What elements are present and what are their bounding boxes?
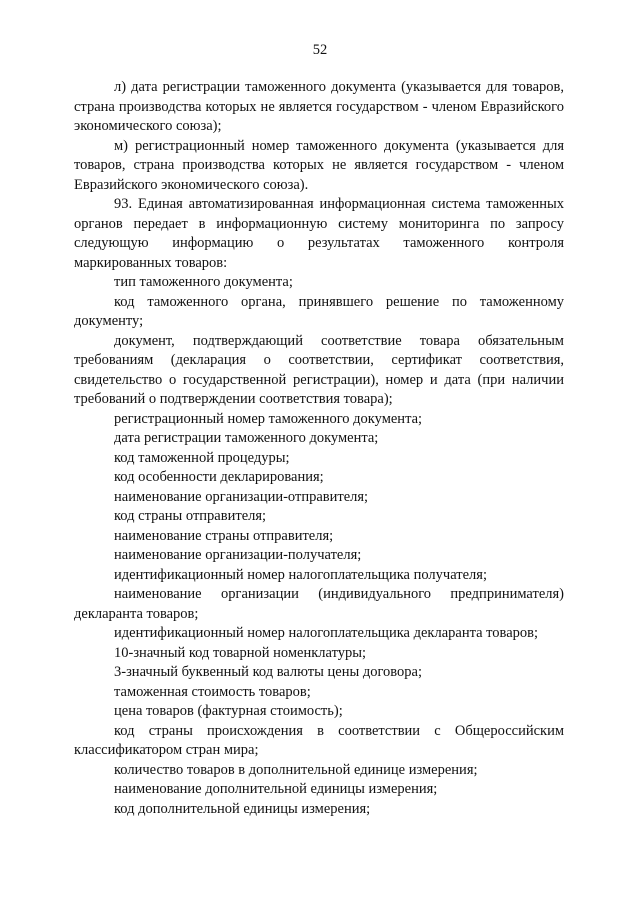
- list-item-additional-unit-code: код дополнительной единицы измерения;: [114, 800, 371, 817]
- list-item-declarant-organization: наименование организации (индивидуального предпринимателя) декларанта товаров;: [74, 586, 564, 622]
- paragraph-l-registration-date: л) дата регистрации таможенного документа (указывается для товаров, страна производства которых не является государством - членом Евразийского экономического союза);: [74, 79, 564, 134]
- list-item-currency-code: 3-значный буквенный код валюты цены договора;: [114, 664, 423, 680]
- list-item-customs-authority-code: код таможенного органа, принявшего решение по таможенному документу;: [74, 293, 564, 329]
- list-item-document-type: тип таможенного документа;: [114, 274, 293, 290]
- list-item-additional-unit-name: наименование дополнительной единицы измерения;: [114, 781, 438, 797]
- list-item-sender-country-name: наименование страны отправителя;: [114, 527, 334, 544]
- list-item-additional-unit-quantity: количество товаров в дополнительной единице измерения;: [114, 761, 478, 778]
- list-item-invoice-price: цена товаров (фактурная стоимость);: [114, 703, 343, 719]
- page-number: 52: [312, 42, 328, 58]
- list-item-recipient-organization: наименование организации-получателя;: [114, 547, 362, 563]
- list-item-sender-country-code: код страны отправителя;: [114, 508, 267, 524]
- list-item-origin-country-code: код страны происхождения в соответствии с Общероссийским классификатором стран мира;: [74, 722, 564, 758]
- list-item-registration-number: регистрационный номер таможенного документа;: [114, 410, 423, 427]
- list-item-declarant-tax-id: идентификационный номер налогоплательщика декларанта товаров;: [114, 625, 539, 641]
- list-item-registration-date: дата регистрации таможенного документа;: [114, 430, 379, 446]
- list-item-commodity-code: 10-значный код товарной номенклатуры;: [114, 644, 366, 661]
- paragraph-m-registration-number: м) регистрационный номер таможенного документа (указывается для товаров, страна производства которых не является государством - членом Евразийского экономического союза).: [74, 137, 564, 193]
- list-item-recipient-tax-id: идентификационный номер налогоплательщика получателя;: [114, 566, 487, 583]
- list-item-customs-value: таможенная стоимость товаров;: [114, 683, 311, 700]
- paragraph-93-intro: 93. Единая автоматизированная информационная система таможенных органов передает в информационную систему мониторинга по запросу следующую информацию о результатах таможенного контроля маркированных товаров:: [74, 196, 564, 271]
- document-body: [74, 78, 564, 819]
- list-item-declaration-feature-code: код особенности декларирования;: [114, 469, 324, 485]
- list-item-customs-procedure-code: код таможенной процедуры;: [114, 449, 290, 466]
- list-item-sender-organization: наименование организации-отправителя;: [114, 488, 369, 505]
- list-item-conformity-document: документ, подтверждающий соответствие товара обязательным требованиям (декларация о соответствии, сертификат соответствия, свидетельство о государственной регистрации), номер и дата (при наличии требований о подтверждении соответствия товара);: [74, 332, 564, 407]
